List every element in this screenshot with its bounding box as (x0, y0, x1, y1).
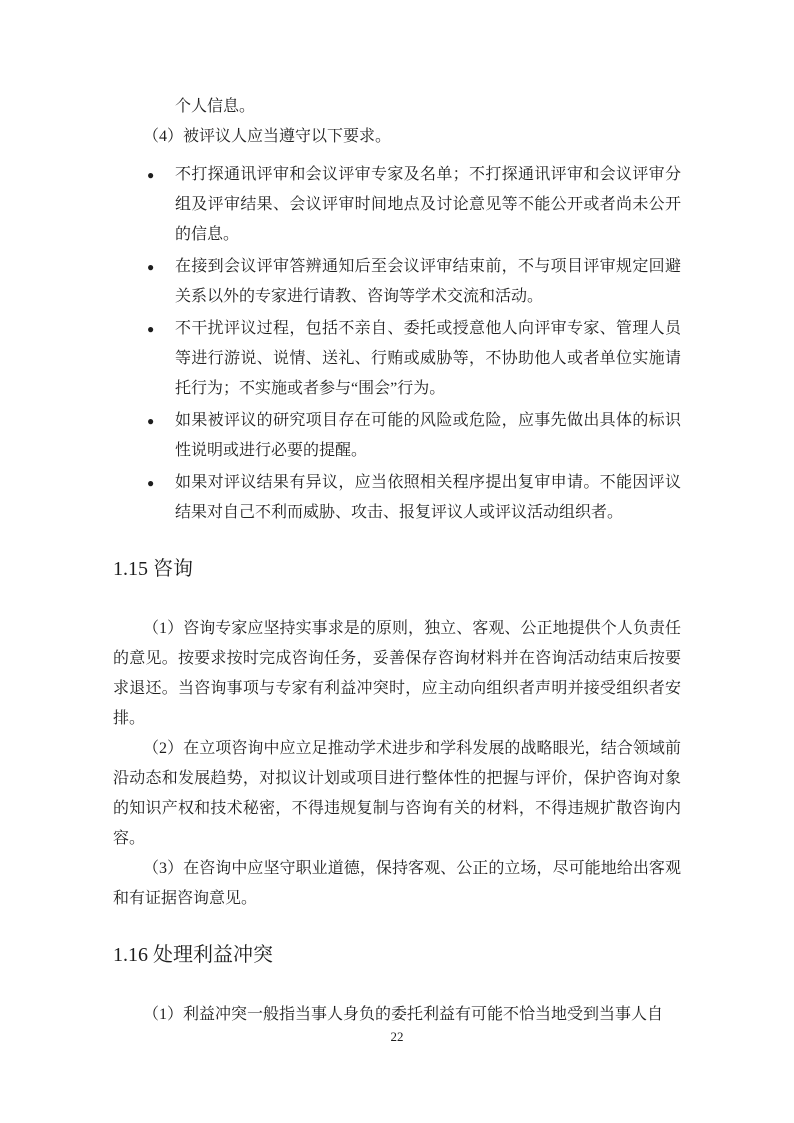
bullet-text: 在接到会议评审答辨通知后至会议评审结束前，不与项目评审规定回避关系以外的专家进行请教、咨询等学术交流和活动。 (175, 258, 681, 305)
bullet-icon: ● (147, 260, 155, 274)
section-1-15 (113, 556, 681, 914)
bullet-list (113, 160, 681, 528)
bullet-text: 如果对评议结果有异议，应当依照相关程序提出复审申请。不能因评议结果对自己不利而威胁、攻击、报复评议人或评议活动组织者。 (175, 474, 681, 521)
bullet-text: 不干扰评议过程，包括不亲自、委托或授意他人向评审专家、管理人员等进行游说、说情、送礼、行贿或威胁等，不协助他人或者单位实施请托行为；不实施或者参与“围会”行为。 (175, 320, 681, 397)
bullet-item (113, 468, 681, 528)
bullet-item (113, 406, 681, 466)
section-heading-1-16: 1.16 处理利益冲突 (113, 944, 273, 966)
section-paragraph: （1）利益冲突一般指当事人身负的委托利益有可能不恰当地受到当事人自 (143, 1006, 664, 1023)
bullet-item (113, 160, 681, 250)
page-number: 22 (390, 1029, 404, 1044)
section-paragraph: （3）在咨询中应坚守职业道德，保持客观、公正的立场，尽可能地给出客观和有证据咨询意见。 (113, 860, 681, 907)
paragraph-continuation: 个人信息。 (175, 98, 256, 115)
section-paragraph: （1）咨询专家应坚持实事求是的原则，独立、客观、公正地提供个人负责任的意见。按要求按时完成咨询任务，妥善保存咨询材料并在咨询活动结束后按要求退还。当咨询事项与专家有利益冲突时，应主动向组织者声明并接受组织者安排。 (113, 620, 681, 727)
bullet-icon: ● (147, 168, 155, 182)
bullet-item (113, 314, 681, 404)
section-paragraph: （2）在立项咨询中应立足推动学术进步和学科发展的战略眼光，结合领域前沿动态和发展趋势，对拟议计划或项目进行整体性的把握与评价，保护咨询对象的知识产权和技术秘密，不得违规复制与咨询有关的材料，不得违规扩散咨询内容。 (113, 740, 681, 847)
section-1-16 (113, 942, 681, 1030)
bullet-item (113, 252, 681, 312)
bullet-icon: ● (147, 476, 155, 490)
bullet-text: 不打探通讯评审和会议评审专家及名单；不打探通讯评审和会议评审分组及评审结果、会议评审时间地点及讨论意见等不能公开或者尚未公开的信息。 (175, 166, 681, 243)
bullet-text: 如果被评议的研究项目存在可能的风险或危险，应事先做出具体的标识性说明或进行必要的提醒。 (175, 412, 681, 459)
bullet-icon: ● (147, 414, 155, 428)
section-heading-1-15: 1.15 咨询 (113, 558, 193, 580)
numbered-item-4: （4）被评议人应当遵守以下要求。 (143, 128, 392, 145)
bullet-icon: ● (147, 322, 155, 336)
